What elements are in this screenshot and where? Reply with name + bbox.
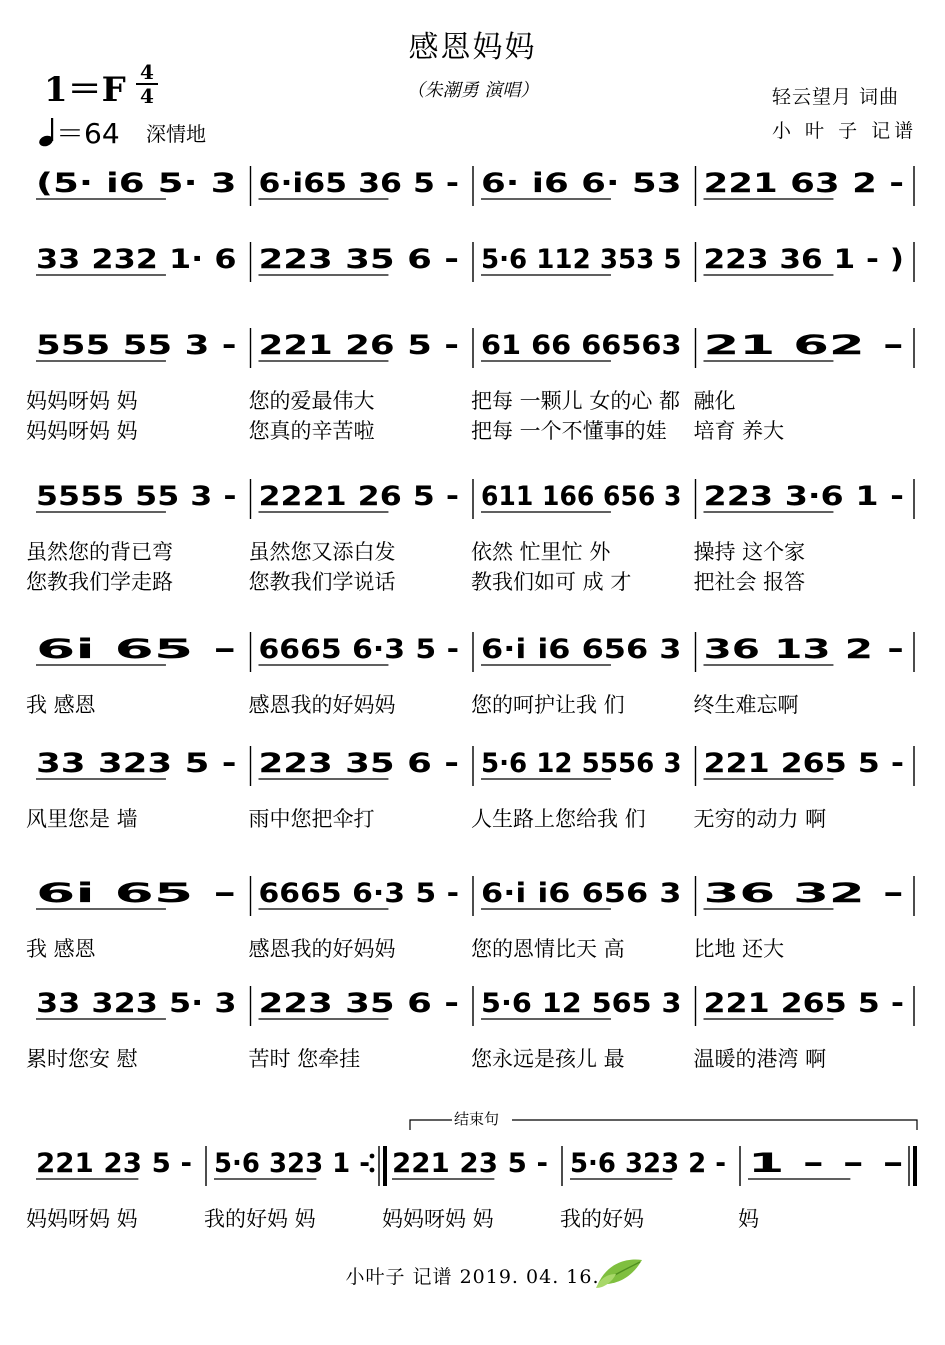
lyric-line: 妈妈呀妈 妈 [26,1207,138,1231]
transcriber-credit: 小 叶 子 记谱 [772,120,918,142]
measure-notes: 61 66 66563 [481,330,682,361]
measure-notes: 6·i65 36 5 - [258,168,459,199]
lyric-line: 您的呵护让我 们 [471,693,625,717]
measure-notes: 6i 65 - [36,878,237,909]
measure-notes: 5·6 12 5556 3 [481,748,682,779]
score-system [26,876,914,961]
lyric-line: 您真的辛苦啦 [248,419,375,443]
lyric-line: 苦时 您牵挂 [248,1047,361,1071]
measure-notes: 33 232 1· 6 [36,244,237,275]
measure-notes: 6·i i6 656 3 [481,634,682,665]
measure-notes: 6665 6·3 5 - [258,878,459,909]
measure-notes: 6· i6 6· 53 [481,168,682,199]
measure-notes: 21 62 - [703,330,904,361]
lyric-line: 虽然您的背已弯 [26,540,173,564]
lyric-line: 虽然您又添白发 [248,540,396,564]
time-signature-top: 4 [140,60,154,84]
measure-notes: 36 32 - [703,878,904,909]
key-signature: 1＝F [44,70,126,110]
score-system [36,166,914,206]
score-system [26,328,914,443]
lyric-line: 融化 [693,389,736,413]
lyric-line: 把社会 报答 [693,570,806,594]
measure-notes: 36 13 2 - [703,634,904,665]
ending-bracket [410,1110,917,1130]
lyric-line: 教我们如可 成 才 [471,570,632,594]
lyric-line: 我的好妈 妈 [204,1207,316,1231]
measure-notes: 221 265 5 - [703,988,904,1019]
lyric-line: 感恩我的好妈妈 [248,693,396,717]
measure-notes: 33 323 5· 3 [36,988,237,1019]
measure-notes: 1 - - - [748,1148,904,1179]
measure-notes: 33 323 5 - [36,748,237,779]
score-layer [26,166,917,1231]
singer-credit: （朱潮勇 演唱） [406,80,539,101]
measure-notes: 221 23 5 - [392,1148,548,1179]
lyric-line: 您的爱最伟大 [248,389,375,413]
measure-notes: 5·6 323 2 - [570,1148,726,1179]
measure-notes: 221 23 5 - [36,1148,192,1179]
lyric-line: 我的好妈 [560,1207,644,1231]
lyric-line: 把每 一个不懂事的娃 [471,419,667,443]
lyric-line: 终生难忘啊 [693,693,799,717]
ending-label: 结束句 [454,1110,500,1128]
lyric-line: 感恩我的好妈妈 [248,937,396,961]
lyric-line: 无穷的动力 啊 [693,807,827,831]
footer-signature: 小叶子 记谱 2019. 04. 16. [345,1266,600,1288]
measure-notes: 611 166 656 3 [481,481,682,512]
lyric-line: 温暖的港湾 啊 [693,1047,827,1071]
score-system [26,632,914,717]
lyric-line: 雨中您把伞打 [248,807,375,831]
leaf-icon [594,1254,646,1290]
lyric-line: 您永远是孩儿 最 [471,1047,625,1071]
lyric-line: 比地 还大 [693,937,785,961]
measure-notes: (5· i6 5· 3 [36,168,237,199]
measure-notes: 223 35 6 - [258,748,459,779]
measure-notes: 223 35 6 - [258,988,459,1019]
measure-notes: 223 36 1 - ) [703,244,904,275]
lyric-line: 您的恩情比天 高 [471,937,625,961]
lyric-line: 我 感恩 [26,693,96,717]
score-system [26,1146,917,1231]
score-system [26,746,914,831]
measure-notes: 6i 65 - [36,634,237,665]
measure-notes: 555 55 3 - [36,330,237,361]
lyric-line: 把每 一颗儿 女的心 都 [471,389,681,413]
lyric-line: 操持 这个家 [693,540,806,564]
expression-marking: 深情地 [146,122,206,146]
score-system [26,986,914,1071]
measure-notes: 223 3·6 1 - [703,481,904,512]
tempo-value: ＝64 [56,117,120,150]
lyric-line: 人生路上您给我 们 [471,807,646,831]
lyric-line: 妈 [738,1207,759,1231]
measure-notes: 5·6 323 1 - [214,1148,370,1179]
composer-credit: 轻云望月 词曲 [772,86,900,108]
lyric-line: 依然 忙里忙 外 [471,540,611,564]
measure-notes: 223 35 6 - [258,244,459,275]
measure-notes: 2221 26 5 - [258,481,459,512]
lyric-line: 妈妈呀妈 妈 [382,1207,494,1231]
song-title: 感恩妈妈 [408,30,537,65]
lyric-line: 风里您是 墙 [26,807,138,831]
score-system [36,242,914,282]
lyric-line: 您教我们学说话 [248,570,396,594]
lyric-line: 妈妈呀妈 妈 [26,389,138,413]
measure-notes: 6·i i6 656 3 [481,878,682,909]
score-system [26,479,914,594]
lyric-line: 累时您安 慰 [26,1047,138,1071]
measure-notes: 221 265 5 - [703,748,904,779]
measure-notes: 5·6 12 565 3 [481,988,682,1019]
lyric-line: 您教我们学走路 [26,570,173,594]
measure-notes: 221 63 2 - [703,168,904,199]
lyric-line: 妈妈呀妈 妈 [26,419,138,443]
measure-notes: 5555 55 3 - [36,481,237,512]
measure-notes: 221 26 5 - [258,330,459,361]
lyric-line: 培育 养大 [693,419,785,443]
measure-notes: 6665 6·3 5 - [258,634,459,665]
measure-notes: 5·6 112 353 5 [481,244,682,275]
time-signature-bottom: 4 [140,84,154,108]
lyric-line: 我 感恩 [26,937,96,961]
